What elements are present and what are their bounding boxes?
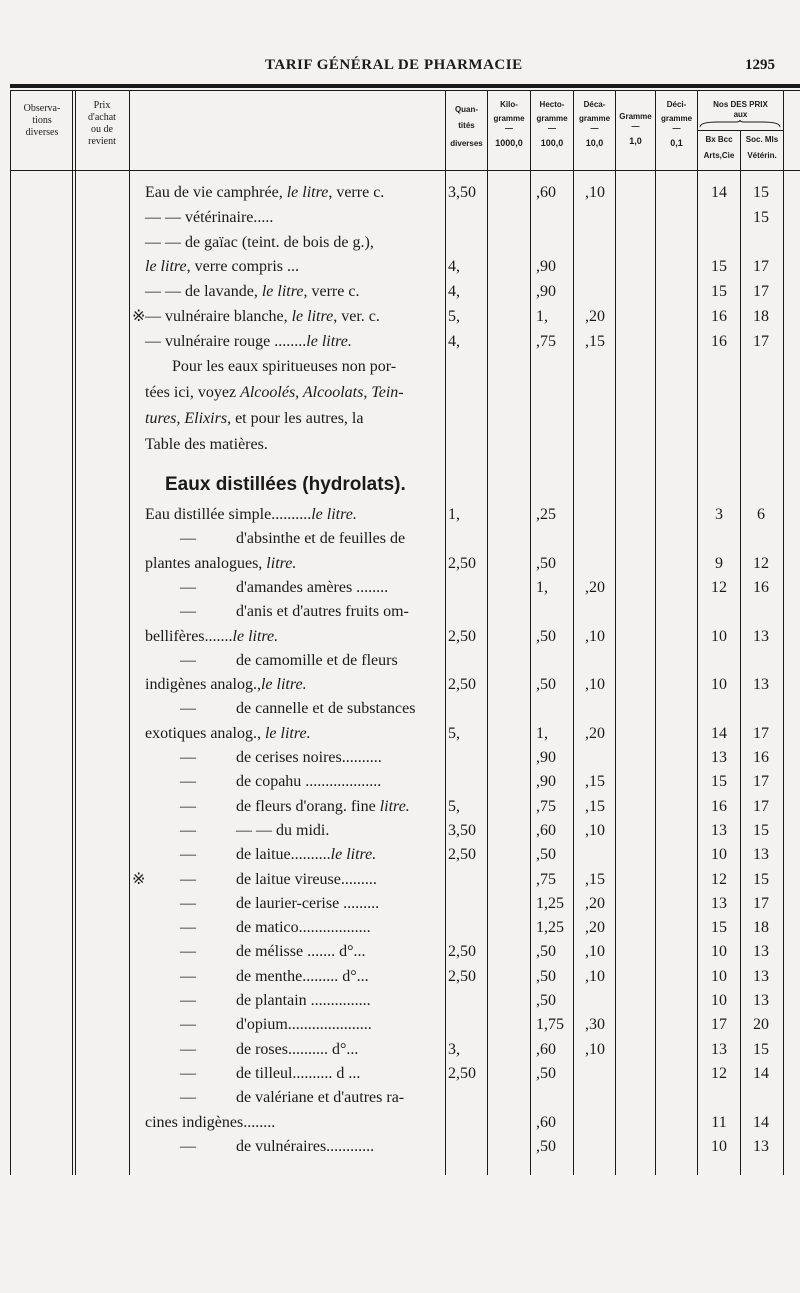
item-text: d'anis et d'autres fruits om- xyxy=(236,603,409,621)
table-row xyxy=(0,940,800,964)
item-text: bellifères....... xyxy=(145,627,233,645)
page-number: 1295 xyxy=(745,57,775,73)
hectogramme-cell: ,90 xyxy=(536,258,556,276)
item-text: exotiques analog., xyxy=(145,724,265,742)
hectogramme-cell: 1, xyxy=(536,724,548,742)
quantity-cell: 5, xyxy=(448,797,460,815)
soc-vet-number: 12 xyxy=(753,554,769,572)
decagramme-cell: ,10 xyxy=(585,967,605,985)
table-row xyxy=(0,649,800,673)
decagramme-cell: ,15 xyxy=(585,797,605,815)
hectogramme-cell: ,50 xyxy=(536,846,556,864)
quantity-cell: 4, xyxy=(448,283,460,301)
ditto-dash: — xyxy=(180,797,196,815)
hectogramme-cell: 1,75 xyxy=(536,1016,564,1034)
table-row xyxy=(0,625,800,649)
hectogramme-cell: ,25 xyxy=(536,506,556,523)
hectogramme-cell: ,50 xyxy=(536,943,556,961)
hectogramme-cell: ,50 xyxy=(536,554,556,572)
soc-vet-number: 17 xyxy=(753,283,769,301)
soc-vet-number: 13 xyxy=(753,943,769,961)
item-text: de copahu ................... xyxy=(236,773,382,791)
item-description xyxy=(236,600,409,624)
ditto-dash: — xyxy=(180,773,196,791)
item-description xyxy=(236,576,388,600)
item-unit: le litre. xyxy=(311,506,357,523)
paragraph-line xyxy=(172,355,396,379)
item-description xyxy=(236,868,377,892)
item-description xyxy=(145,722,311,746)
item-description xyxy=(236,843,376,867)
item-text: d'absinthe et de feuilles de xyxy=(236,530,406,548)
hectogramme-cell: ,90 xyxy=(536,773,556,791)
ditto-dash: — xyxy=(180,919,196,937)
item-description xyxy=(145,503,357,527)
soc-vet-number: 18 xyxy=(753,919,769,937)
item-description xyxy=(145,255,299,279)
bx-arts-number: 10 xyxy=(711,992,727,1009)
table-row xyxy=(0,892,800,916)
quantity-cell: 5, xyxy=(448,308,460,325)
hectogramme-cell: 1, xyxy=(536,308,548,325)
item-text: de mélisse ....... d°... xyxy=(236,943,366,961)
item-description xyxy=(236,1086,404,1110)
bx-arts-number: 15 xyxy=(711,919,727,937)
item-description xyxy=(236,819,329,843)
item-text: — vulnéraire blanche, xyxy=(145,308,292,325)
decagramme-cell: ,20 xyxy=(585,919,605,937)
bx-arts-number: 3 xyxy=(715,506,723,523)
table-row xyxy=(0,746,800,770)
bx-arts-number: 11 xyxy=(711,1113,727,1131)
item-text: — — de lavande, xyxy=(145,283,262,301)
item-description xyxy=(145,552,296,576)
table-row xyxy=(0,1086,800,1110)
ditto-dash: — xyxy=(180,603,196,621)
col-header-prix-aux: Nos DES PRIX aux xyxy=(698,100,783,128)
bx-arts-number: 13 xyxy=(711,894,727,912)
header-rule-thick xyxy=(10,84,800,88)
table-row xyxy=(0,1038,800,1062)
table-row xyxy=(0,503,800,527)
soc-vet-number: 13 xyxy=(753,676,769,694)
decagramme-cell: ,10 xyxy=(585,184,605,201)
bx-arts-number: 13 xyxy=(711,821,727,839)
quantity-cell: 3,50 xyxy=(448,821,476,839)
bx-arts-number: 10 xyxy=(711,943,727,961)
hectogramme-cell: ,75 xyxy=(536,797,556,815)
item-text: de menthe......... d°... xyxy=(236,967,369,985)
hectogramme-cell: ,60 xyxy=(536,821,556,839)
item-text: de fleurs d'orang. fine xyxy=(236,797,380,815)
item-unit: le litre. xyxy=(306,332,352,350)
paragraph-italic: tures, Elixirs xyxy=(145,410,228,427)
item-description xyxy=(236,746,382,770)
soc-vet-number: 13 xyxy=(753,627,769,645)
table-row xyxy=(0,722,800,746)
decagramme-cell: ,20 xyxy=(585,894,605,912)
ditto-dash: — xyxy=(180,821,196,839)
ditto-dash: — xyxy=(180,700,196,718)
soc-vet-number: 15 xyxy=(753,1040,769,1058)
paragraph-text: Table des matières. xyxy=(145,436,268,453)
quantity-cell: 2,50 xyxy=(448,627,476,645)
item-text-suffix: , verre compris ... xyxy=(186,258,300,276)
item-text: d'amandes amères ........ xyxy=(236,578,389,596)
quantity-cell: 2,50 xyxy=(448,1064,476,1082)
hectogramme-cell: 1, xyxy=(536,578,548,596)
subheader-rule xyxy=(698,130,783,131)
ditto-dash: — xyxy=(180,967,196,985)
quantity-cell: 1, xyxy=(448,506,460,523)
table-row xyxy=(0,1111,800,1135)
soc-vet-number: 17 xyxy=(753,773,769,791)
col-header-deci: Déci- gramme — 0,1 xyxy=(660,100,693,148)
bx-arts-number: 13 xyxy=(711,1040,727,1058)
bx-arts-number: 16 xyxy=(711,332,727,350)
soc-vet-number: 13 xyxy=(753,967,769,985)
bx-arts-number: 10 xyxy=(711,967,727,985)
soc-vet-number: 14 xyxy=(753,1064,769,1082)
ditto-dash: — xyxy=(180,1089,196,1107)
soc-vet-number: 16 xyxy=(753,578,769,596)
ditto-dash: — xyxy=(180,1016,196,1034)
bx-arts-number: 9 xyxy=(715,554,723,572)
ditto-dash: — xyxy=(180,846,196,864)
item-unit: le litre xyxy=(291,308,334,325)
soc-vet-number: 15 xyxy=(753,184,769,201)
table-row xyxy=(0,231,800,255)
bx-arts-number: 10 xyxy=(711,676,727,694)
soc-vet-number: 18 xyxy=(753,308,769,325)
bx-arts-number: 16 xyxy=(711,308,727,325)
hectogramme-cell: ,50 xyxy=(536,1064,556,1082)
bx-arts-number: 12 xyxy=(711,1064,727,1082)
bx-arts-number: 13 xyxy=(711,749,727,766)
quantity-cell: 2,50 xyxy=(448,554,476,572)
item-text: de valériane et d'autres ra- xyxy=(236,1089,405,1107)
table-row xyxy=(0,770,800,794)
ditto-dash: — xyxy=(180,1064,196,1082)
item-description xyxy=(236,697,415,721)
soc-vet-number: 14 xyxy=(753,1113,769,1131)
table-row xyxy=(0,527,800,551)
item-description xyxy=(145,1111,275,1135)
soc-vet-number: 16 xyxy=(753,749,769,766)
paragraph-italic: Alcoolés, Alcoolats, Tein- xyxy=(240,384,404,401)
hectogramme-cell: ,75 xyxy=(536,332,556,350)
bx-arts-number: 16 xyxy=(711,797,727,815)
decagramme-cell: ,20 xyxy=(585,578,605,596)
table-row xyxy=(0,819,800,843)
table-row xyxy=(0,965,800,989)
ditto-dash: — xyxy=(180,870,196,888)
ditto-dash: — xyxy=(180,894,196,912)
col-header-gramme: Gramme — 1,0 xyxy=(619,112,652,146)
page-title: TARIF GÉNÉRAL DE PHARMACIE xyxy=(265,57,523,73)
decagramme-cell: ,15 xyxy=(585,773,605,791)
item-text: de cannelle et de substances xyxy=(236,700,416,718)
quantity-cell: 3, xyxy=(448,1040,460,1058)
col-header-soc-vet: Soc. Mls Vétérin. xyxy=(745,135,779,160)
item-description xyxy=(236,1013,372,1037)
soc-vet-number: 17 xyxy=(753,894,769,912)
soc-vet-number: 17 xyxy=(753,797,769,815)
paragraph-line xyxy=(145,407,363,431)
hectogramme-cell: ,60 xyxy=(536,184,556,201)
item-description xyxy=(145,305,380,329)
paragraph-text: tées ici, voyez xyxy=(145,384,241,401)
item-description xyxy=(236,1135,374,1159)
hectogramme-cell: ,60 xyxy=(536,1113,556,1131)
ditto-dash: — xyxy=(180,992,196,1009)
item-unit: le litre xyxy=(261,283,304,301)
col-header-observations: Observa- tions diverses xyxy=(23,103,61,138)
hectogramme-cell: ,50 xyxy=(536,676,556,694)
table-row xyxy=(0,1013,800,1037)
item-unit: le litre. xyxy=(330,846,377,864)
hectogramme-cell: ,50 xyxy=(536,627,556,645)
col-header-prix: Prix d'achat ou de revient xyxy=(88,100,116,147)
hectogramme-cell: ,50 xyxy=(536,1137,556,1155)
hectogramme-cell: ,75 xyxy=(536,870,556,888)
decagramme-cell: ,10 xyxy=(585,1040,605,1058)
ditto-dash: — xyxy=(180,651,196,669)
decagramme-cell: ,15 xyxy=(585,870,605,888)
item-unit: litre. xyxy=(266,554,297,572)
table-row xyxy=(0,552,800,576)
item-description xyxy=(236,1038,358,1062)
ditto-dash: — xyxy=(180,943,196,961)
table-row xyxy=(0,1062,800,1086)
soc-vet-number: 15 xyxy=(753,821,769,839)
ditto-dash: — xyxy=(180,1137,196,1155)
brace-icon xyxy=(698,120,783,128)
table-row xyxy=(0,1135,800,1159)
decagramme-cell: ,15 xyxy=(585,332,605,350)
item-text-suffix: , ver. c. xyxy=(333,308,380,325)
hectogramme-cell: ,50 xyxy=(536,967,556,985)
item-unit: litre. xyxy=(379,797,410,815)
bx-arts-number: 17 xyxy=(711,1016,727,1034)
item-description xyxy=(236,916,371,940)
table-row xyxy=(0,843,800,867)
item-text: de laitue.......... xyxy=(236,846,331,864)
bx-arts-number: 10 xyxy=(711,1137,727,1155)
table-row xyxy=(0,206,800,230)
item-description xyxy=(236,892,379,916)
hectogramme-cell: ,60 xyxy=(536,1040,556,1058)
bx-arts-number: 12 xyxy=(711,870,727,888)
col-header-deca: Déca- gramme — 10,0 xyxy=(578,100,611,148)
item-description xyxy=(236,940,366,964)
item-description xyxy=(145,280,359,304)
table-row xyxy=(0,330,800,354)
table-row xyxy=(0,697,800,721)
item-description xyxy=(145,206,273,230)
col-header-bx-arts: Bx Bcc Arts,Cie xyxy=(703,135,735,160)
item-unit: le litre. xyxy=(260,676,307,694)
item-text-suffix: , verre c. xyxy=(303,283,360,301)
quantity-cell: 3,50 xyxy=(448,184,476,201)
hectogramme-cell: 1,25 xyxy=(536,894,564,912)
paragraph-line xyxy=(145,381,404,405)
ditto-dash: — xyxy=(180,530,196,548)
soc-vet-number: 6 xyxy=(757,506,765,523)
quantity-cell: 5, xyxy=(448,724,460,742)
item-text: plantes analogues, xyxy=(145,554,267,572)
table-row xyxy=(0,576,800,600)
paragraph-line xyxy=(145,433,268,457)
quantity-cell: 2,50 xyxy=(448,676,476,694)
asterism-icon: ※ xyxy=(132,308,146,325)
item-text: — vulnéraire rouge ........ xyxy=(145,332,307,350)
paragraph-text-suffix: , et pour les autres, la xyxy=(227,410,364,427)
item-text: indigènes analog., xyxy=(145,676,261,694)
decagramme-cell: ,10 xyxy=(585,821,605,839)
item-unit: le litre. xyxy=(264,724,311,742)
item-unit: le litre xyxy=(145,258,187,276)
ditto-dash: — xyxy=(180,1040,196,1058)
hectogramme-cell: ,90 xyxy=(536,749,556,766)
item-description xyxy=(236,795,410,819)
ditto-dash: — xyxy=(180,749,196,766)
table-row xyxy=(0,280,800,304)
hectogramme-cell: ,90 xyxy=(536,283,556,301)
decagramme-cell: ,20 xyxy=(585,308,605,325)
table-row xyxy=(0,916,800,940)
decagramme-cell: ,30 xyxy=(585,1016,605,1034)
bx-arts-number: 14 xyxy=(711,184,727,201)
item-unit: le litre xyxy=(286,184,329,201)
bx-arts-number: 10 xyxy=(711,846,727,864)
item-description xyxy=(145,673,307,697)
quantity-cell: 2,50 xyxy=(448,846,476,864)
hectogramme-cell: 1,25 xyxy=(536,919,564,937)
item-text: Eau distillée simple.......... xyxy=(145,506,312,523)
item-text: — — de gaïac (teint. de bois de g.), xyxy=(145,233,374,251)
item-description xyxy=(236,989,371,1013)
item-text: — — du midi. xyxy=(236,821,330,839)
item-text: de cerises noires.......... xyxy=(236,749,382,766)
item-unit: le litre. xyxy=(232,627,279,645)
bx-arts-number: 15 xyxy=(711,773,727,791)
section-title: Eaux distillées (hydrolats). xyxy=(165,474,406,495)
item-text: — — vétérinaire..... xyxy=(145,208,274,226)
ditto-dash: — xyxy=(180,578,196,596)
quantity-cell: 2,50 xyxy=(448,967,476,985)
bx-arts-number: 14 xyxy=(711,724,727,742)
table-row xyxy=(0,868,800,892)
quantity-cell: 4, xyxy=(448,258,460,276)
quantity-cell: 4, xyxy=(448,332,460,350)
decagramme-cell: ,10 xyxy=(585,676,605,694)
soc-vet-number: 13 xyxy=(753,846,769,864)
col-header-quantites: Quan- tités diverses xyxy=(450,105,483,148)
item-text: de laurier-cerise ......... xyxy=(236,894,380,912)
decagramme-cell: ,10 xyxy=(585,627,605,645)
soc-vet-number: 17 xyxy=(753,332,769,350)
item-description xyxy=(236,965,369,989)
item-text: d'opium..................... xyxy=(236,1016,372,1034)
item-description xyxy=(145,330,352,354)
item-text: de laitue vireuse......... xyxy=(236,870,377,888)
item-description xyxy=(145,181,384,205)
table-row xyxy=(0,255,800,279)
col-header-kilo: Kilo- gramme — 1000,0 xyxy=(493,100,525,148)
item-description xyxy=(145,625,278,649)
table-row xyxy=(0,600,800,624)
bx-arts-number: 12 xyxy=(711,578,727,596)
item-text: de roses.......... d°... xyxy=(236,1040,359,1058)
item-text: de tilleul.......... d ... xyxy=(236,1064,361,1082)
bx-arts-number: 15 xyxy=(711,283,727,301)
table-row xyxy=(0,795,800,819)
bx-arts-number: 10 xyxy=(711,627,727,645)
item-description xyxy=(236,649,398,673)
soc-vet-number: 13 xyxy=(753,992,769,1009)
item-description xyxy=(236,770,381,794)
hectogramme-cell: ,50 xyxy=(536,992,556,1009)
soc-vet-number: 15 xyxy=(753,870,769,888)
page-header xyxy=(0,55,800,79)
decagramme-cell: ,10 xyxy=(585,943,605,961)
item-text: de plantain ............... xyxy=(236,992,371,1009)
soc-vet-number: 13 xyxy=(753,1137,769,1155)
col-header-hecto: Hecto- gramme — 100,0 xyxy=(536,100,568,148)
bx-arts-number: 15 xyxy=(711,258,727,276)
item-text: cines indigènes........ xyxy=(145,1113,276,1131)
table-row xyxy=(0,181,800,205)
table-row xyxy=(0,673,800,697)
asterism-icon: ※ xyxy=(132,870,146,888)
decagramme-cell: ,20 xyxy=(585,724,605,742)
item-text-suffix: , verre c. xyxy=(328,184,385,201)
item-text: de matico.................. xyxy=(236,919,371,937)
item-description xyxy=(236,1062,360,1086)
table-row xyxy=(0,305,800,329)
item-description xyxy=(145,231,374,255)
table-row xyxy=(0,989,800,1013)
item-text: de camomille et de fleurs xyxy=(236,651,398,669)
quantity-cell: 2,50 xyxy=(448,943,476,961)
soc-vet-number: 15 xyxy=(753,208,769,226)
item-description xyxy=(236,527,405,551)
item-text: de vulnéraires............ xyxy=(236,1137,375,1155)
item-text: Eau de vie camphrée, xyxy=(145,184,287,201)
soc-vet-number: 20 xyxy=(753,1016,769,1034)
soc-vet-number: 17 xyxy=(753,258,769,276)
paragraph-text: Pour les eaux spiritueuses non por- xyxy=(172,358,397,375)
soc-vet-number: 17 xyxy=(753,724,769,742)
